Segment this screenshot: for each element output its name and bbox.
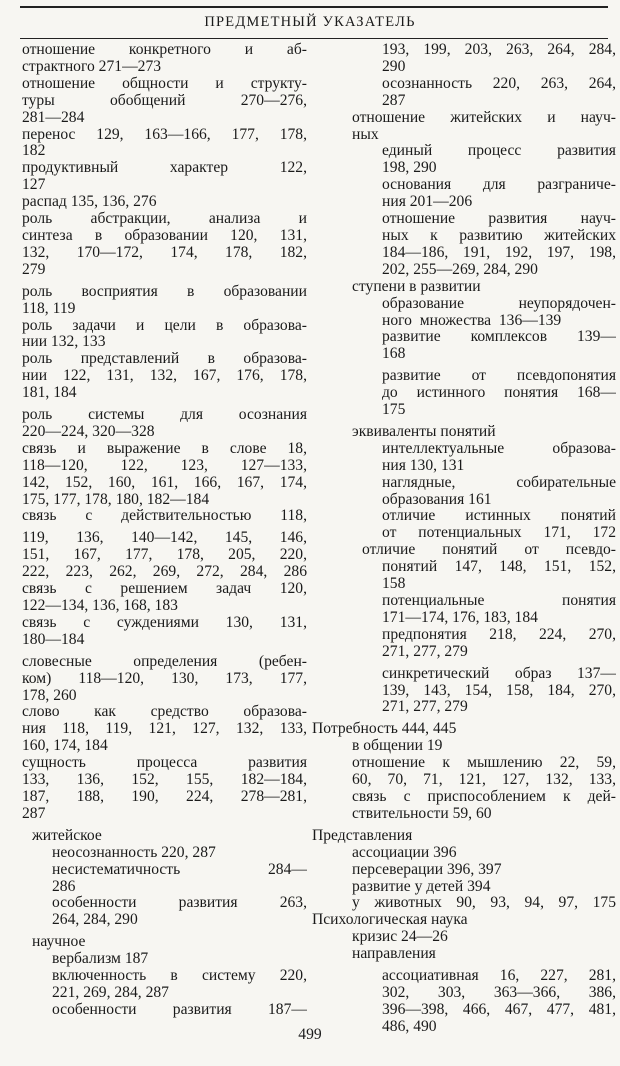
index-line: кризис 24—26 [352, 929, 448, 946]
index-line: образование неупорядочен- [382, 295, 616, 312]
index-line: осознанность 220, 263, 264, [382, 75, 616, 92]
index-line: 287 [22, 805, 46, 822]
index-line: нии 132, 133 [22, 334, 106, 351]
index-line: 286 [52, 878, 76, 895]
index-line: 158 [382, 576, 406, 593]
index-line: связь с суждениями 130, 131, [22, 614, 307, 631]
index-line: 139, 143, 154, 158, 184, 270, [382, 682, 616, 699]
index-line: развитие от псевдопонятия [382, 368, 616, 385]
index-line: роль абстракции, анализа и [22, 211, 307, 228]
index-line: 222, 223, 262, 269, 272, 284, 286 [22, 564, 307, 581]
index-line: 122—134, 136, 168, 183 [22, 598, 178, 614]
index-line: особенности развития 187— [52, 1001, 307, 1018]
index-line: 133, 136, 152, 155, 182—184, [22, 772, 307, 789]
index-line: 220—224, 320—328 [22, 423, 155, 440]
index-line: ния 130, 131 [382, 457, 465, 474]
index-column-right [312, 42, 616, 1036]
index-line: развитие у детей 394 [352, 878, 491, 895]
index-line: 198, 290 [382, 160, 437, 177]
index-line: развитие комплексов 139— [382, 329, 616, 346]
index-line: 290 [382, 58, 406, 75]
page-number: 499 [298, 1026, 322, 1043]
index-line: направления [352, 946, 436, 963]
index-line: перенос 129, 163—166, 177, 178, [22, 126, 307, 143]
index-line: слово как средство образова- [22, 704, 307, 721]
index-line: связь с решением задач 120, [22, 581, 307, 598]
index-line: ния 201—206 [382, 194, 473, 211]
index-line: в общении 19 [352, 738, 443, 755]
index-line: 132, 170—172, 174, 178, 182, [22, 244, 307, 261]
index-line: единый процесс развития [382, 143, 616, 160]
header-rule-top [20, 6, 608, 8]
index-line: словесные определения (ребен- [22, 653, 307, 670]
index-line: основания для разграниче- [382, 177, 616, 194]
index-line: 118, 119 [22, 300, 76, 317]
index-line: вербализм 187 [52, 951, 149, 968]
index-line: 287 [382, 92, 406, 109]
index-line: образования 161 [382, 491, 492, 508]
index-line: ных [352, 126, 379, 143]
index-line: 264, 284, 290 [52, 912, 138, 929]
index-line: Представления [312, 827, 413, 844]
index-line: отношение развития науч- [382, 211, 616, 228]
index-line: ком) 118—120, 130, 173, 177, [22, 670, 307, 687]
index-line: 279 [22, 261, 46, 278]
index-line: распад 135, 136, 276 [22, 194, 157, 211]
index-line: 271, 277, 279 [382, 699, 468, 716]
index-line: отношение общности и структу- [22, 75, 307, 92]
index-line: от потенциальных 171, 172 [382, 525, 616, 542]
index-line: 202, 255—269, 284, 290 [382, 261, 538, 278]
index-line: 119, 136, 140—142, 145, 146, [22, 530, 307, 547]
index-line: 160, 174, 184 [22, 738, 108, 755]
index-line: 175, 177, 178, 180, 182—184 [22, 491, 210, 508]
index-line: 180—184 [22, 631, 85, 648]
index-line: предпонятия 218, 224, 270, [382, 626, 616, 643]
index-line: 171—174, 176, 183, 184 [382, 609, 538, 626]
index-line: роль системы для осознания [22, 407, 307, 424]
index-line: ассоциативная 16, 227, 281, [382, 968, 616, 985]
index-line: роль представлений в образова- [22, 351, 307, 368]
index-line: отличие истинных понятий [382, 508, 616, 525]
index-line: 281—284 [22, 109, 85, 126]
index-column-left [22, 42, 307, 1019]
index-line: 221, 269, 284, 287 [52, 984, 169, 1001]
index-line: Потребность 444, 445 [312, 721, 457, 738]
index-line: 182 [22, 143, 46, 160]
index-line: отношение конкретного и аб- [22, 42, 307, 58]
index-line: 127 [22, 177, 46, 194]
index-line: до истинного понятия 168— [382, 385, 616, 402]
index-line: 396—398, 466, 467, 477, 481, [382, 1001, 616, 1018]
index-line: 486, 490 [382, 1018, 437, 1035]
index-line: туры обобщений 270—276, [22, 92, 307, 109]
index-line: ных к развитию житейских [382, 227, 616, 244]
index-line: страктного 271—273 [22, 58, 162, 75]
index-line: 178, 260 [22, 687, 77, 704]
index-line: 193, 199, 203, 263, 264, 284, [382, 42, 616, 58]
index-line: ствительности 59, 60 [352, 805, 492, 822]
index-line: Психологическая наука [312, 912, 468, 929]
index-line: роль задачи и цели в образова- [22, 317, 307, 334]
index-line: отличие понятий от псевдо- [362, 542, 616, 559]
index-line: нии 122, 131, 132, 167, 176, 178, [22, 368, 307, 385]
index-line: отношение к мышлению 22, 59, [352, 755, 616, 772]
index-line: потенциальные понятия [382, 593, 616, 609]
index-line: интеллектуальные образова- [382, 440, 616, 457]
index-line: 142, 152, 160, 161, 166, 167, 174, [22, 474, 307, 491]
index-line: синтеза в образовании 120, 131, [22, 227, 307, 244]
index-line: 271, 277, 279 [382, 643, 468, 660]
index-line: наглядные, собирательные [382, 474, 616, 491]
index-line: включенность в систему 220, [52, 968, 307, 985]
index-line: отношение житейских и науч- [352, 109, 616, 126]
index-line: научное [32, 934, 86, 951]
index-line: у животных 90, 93, 94, 97, 175 [352, 895, 616, 912]
index-line: роль восприятия в образовании [22, 283, 307, 300]
index-line: продуктивный характер 122, [22, 160, 307, 177]
index-line: 151, 167, 177, 178, 205, 220, [22, 547, 307, 564]
index-line: ступени в развитии [352, 278, 481, 295]
index-line: несистематичность 284— [52, 861, 307, 878]
index-line: 187, 188, 190, 224, 278—281, [22, 788, 307, 805]
index-line: ассоциации 396 [352, 844, 457, 861]
index-line: 118—120, 122, 123, 127—133, [22, 457, 307, 474]
index-line: персеверации 396, 397 [352, 861, 502, 878]
index-line: связь и выражение в слове 18, [22, 440, 307, 457]
page-running-header: ПРЕДМЕТНЫЙ УКАЗАТЕЛЬ [204, 14, 416, 30]
index-line: 175 [382, 402, 406, 419]
index-line: 60, 70, 71, 121, 127, 132, 133, [352, 772, 616, 789]
index-line: 184—186, 191, 192, 197, 198, [382, 244, 616, 261]
index-line: неосознанность 220, 287 [52, 844, 216, 861]
index-line: 168 [382, 346, 406, 363]
header-rule-bottom [20, 38, 608, 39]
index-line: особенности развития 263, [52, 895, 307, 912]
index-line: 302, 303, 363—366, 386, [382, 984, 616, 1001]
index-line: связь с приспособлением к дей- [352, 788, 616, 805]
index-line: эквиваленты понятий [352, 423, 496, 440]
index-line: ного множества 136—139 [382, 312, 562, 329]
index-line: синкретический образ 137— [382, 665, 616, 682]
index-line: 181, 184 [22, 385, 77, 402]
index-line: связь с действительностью 118, [22, 508, 307, 525]
index-line: сущность процесса развития [22, 755, 307, 772]
index-line: ния 118, 119, 121, 127, 132, 133, [22, 721, 307, 738]
index-line: понятий 147, 148, 151, 152, [382, 559, 616, 576]
index-line: житейское [32, 827, 102, 844]
